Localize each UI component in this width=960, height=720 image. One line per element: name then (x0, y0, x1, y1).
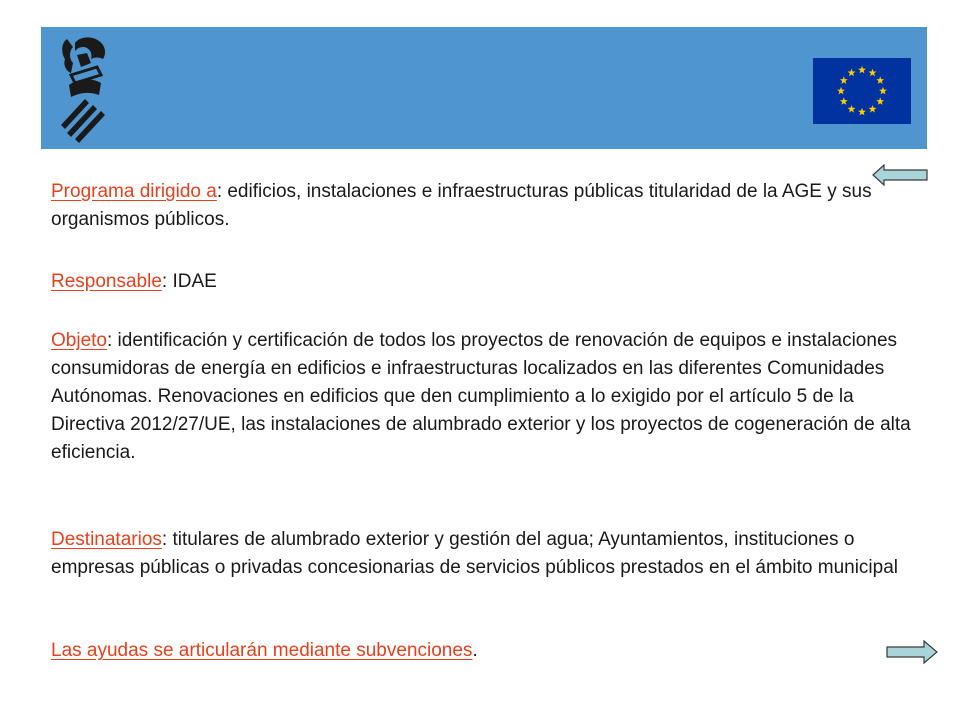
arrow-right-icon[interactable] (886, 640, 938, 664)
programa-link[interactable]: Programa dirigido a (51, 181, 217, 202)
destinatarios-text: : titulares de alumbrado exterior y gestión del agua; Ayuntamientos, instituciones o empresas públicas o privadas concesionarias de servicios públicos prestados en el ámbito municipal (51, 529, 898, 578)
objeto-paragraph (51, 327, 931, 467)
generalitat-valenciana-bat-icon (57, 33, 113, 143)
objeto-text: : identificación y certificación de todos los proyectos de renovación de equipos e instalaciones consumidoras de energía en edificios e infraestructuras localizados en las diferentes Comunidades Autónomas. Renovaciones en edificios que den cumplimiento a lo exigido por el artículo 5 de la Directiva 2012/27/UE, las instalaciones de alumbrado exterior y los proyectos de cogeneración de alta eficiencia. (51, 330, 911, 463)
eu-flag-icon (813, 58, 911, 124)
responsable-paragraph (51, 268, 931, 296)
objeto-link[interactable]: Objeto (51, 330, 107, 351)
header-banner (41, 27, 927, 149)
ayudas-text: . (472, 640, 478, 661)
responsable-text: : IDAE (161, 271, 217, 292)
ayudas-link[interactable]: Las ayudas se articularán mediante subvenciones (51, 640, 473, 661)
programa-text: : edificios, instalaciones e infraestructuras públicas titularidad de la AGE y sus organismos públicos. (51, 181, 872, 230)
destinatarios-link[interactable]: Destinatarios (51, 529, 162, 550)
destinatarios-paragraph (51, 526, 931, 582)
programa-paragraph (51, 178, 931, 234)
ayudas-paragraph (51, 637, 931, 665)
responsable-link[interactable]: Responsable (51, 271, 162, 292)
